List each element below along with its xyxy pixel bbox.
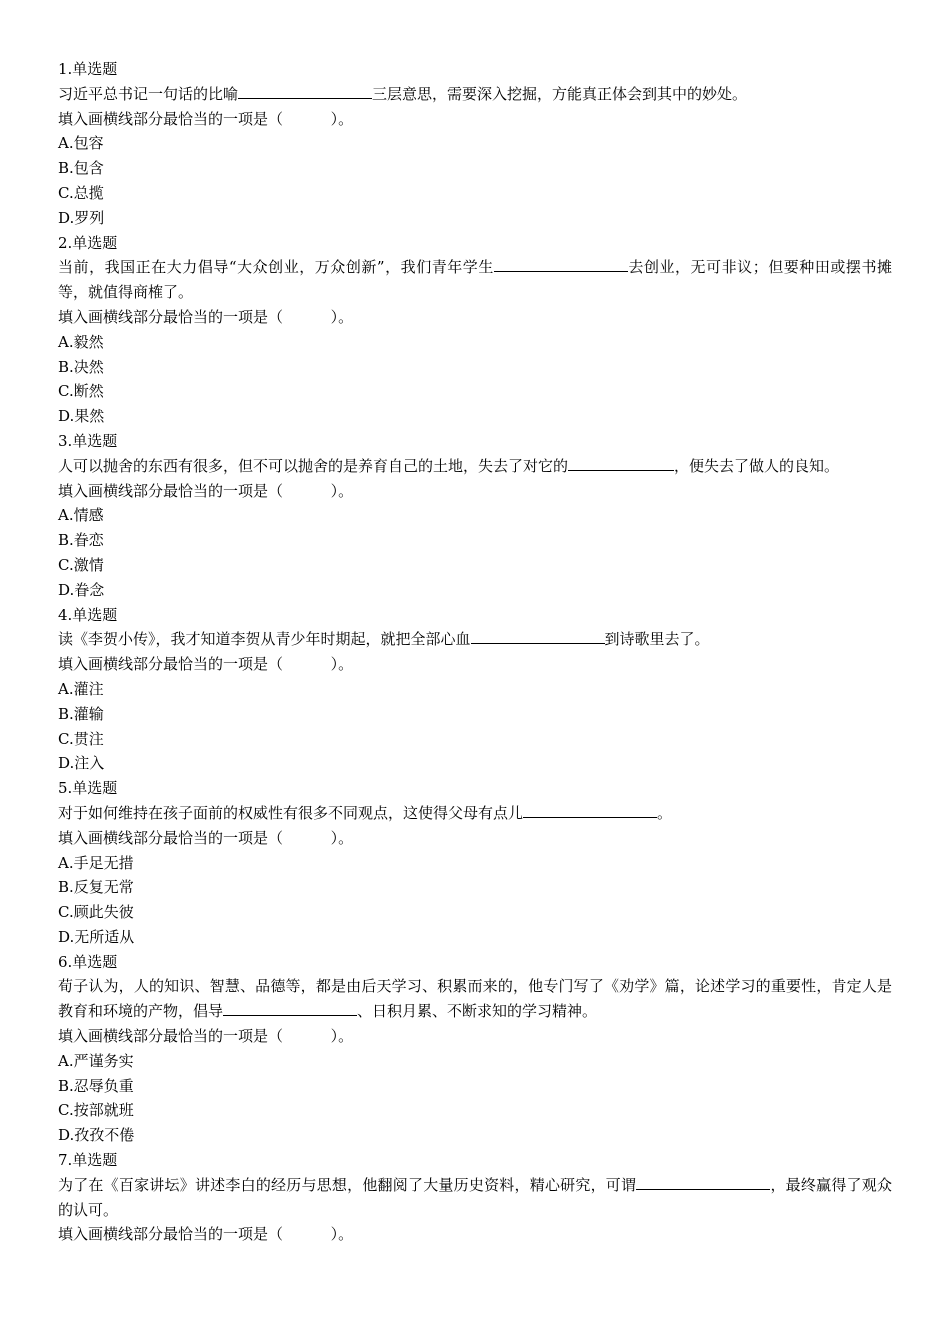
option-d: D.眷念 <box>58 580 105 599</box>
option-d: D.果然 <box>58 407 105 426</box>
question-stem <box>58 801 892 826</box>
option-c: C.顾此失彼 <box>58 903 134 922</box>
option-c: C.贯注 <box>58 729 104 748</box>
question-6 <box>58 950 892 1148</box>
question-header: 3.单选题 <box>58 431 118 450</box>
option-d: D.孜孜不倦 <box>58 1126 135 1145</box>
question-1 <box>58 57 892 231</box>
question-header: 6.单选题 <box>58 952 118 971</box>
option-a: A.情感 <box>58 506 104 525</box>
question-prompt: 填入画横线部分最恰当的一项是（ ）。 <box>58 1225 354 1244</box>
stem-text-before: 读《李贺小传》，我才知道李贺从青少年时期起，就把全部心血 <box>58 630 471 649</box>
question-prompt: 填入画横线部分最恰当的一项是（ ）。 <box>58 109 354 128</box>
option-b: B.忍辱负重 <box>58 1076 134 1095</box>
question-stem <box>58 255 892 305</box>
option-b: B.灌输 <box>58 704 104 723</box>
stem-text-before: 对于如何维持在孩子面前的权威性有很多不同观点，这使得父母有点儿 <box>58 803 524 822</box>
stem-text-before: 为了在《百家讲坛》讲述李白的经历与思想，他翻阅了大量历史资料，精心研究，可谓 <box>58 1175 637 1194</box>
answer-blank <box>523 802 657 818</box>
question-header: 1.单选题 <box>58 60 118 78</box>
answer-blank <box>636 1174 770 1190</box>
question-stem <box>58 82 892 107</box>
option-c: C.激情 <box>58 555 104 574</box>
stem-text-after: 去创业，无可非议；但要种田或摆书摊等，就值得商榷了。 <box>58 258 892 302</box>
stem-text-after: ，便失去了做人的良知。 <box>674 456 840 475</box>
stem-text-before: 当前，我国正在大力倡导“大众创业，万众创新”，我们青年学生 <box>58 258 494 277</box>
stem-text-before: 习近平总书记一句话的比喻 <box>58 84 239 103</box>
question-7 <box>58 1148 892 1247</box>
question-prompt: 填入画横线部分最恰当的一项是（ ）。 <box>58 828 354 847</box>
question-3 <box>58 429 892 603</box>
question-sheet <box>58 57 892 1247</box>
question-5 <box>58 776 892 950</box>
stem-text-after: 三层意思，需要深入挖掘，方能真正体会到其中的妙处。 <box>372 84 748 103</box>
question-header: 4.单选题 <box>58 605 118 624</box>
option-c: C.断然 <box>58 382 104 401</box>
stem-text-before: 人可以抛舍的东西有很多，但不可以抛舍的是养育自己的土地，失去了对它的 <box>58 456 569 475</box>
question-prompt: 填入画横线部分最恰当的一项是（ ）。 <box>58 481 354 500</box>
stem-text-after: 。 <box>657 803 673 822</box>
question-header: 7.单选题 <box>58 1151 118 1170</box>
question-4 <box>58 603 892 777</box>
option-a: A.毅然 <box>58 332 104 351</box>
stem-text-after: 到诗歌里去了。 <box>604 630 710 649</box>
option-b: B.包含 <box>58 159 104 178</box>
option-d: D.无所适从 <box>58 927 135 946</box>
option-b: B.决然 <box>58 357 104 376</box>
option-c: C.按部就班 <box>58 1101 134 1120</box>
stem-text-after: ，最终赢得了观众的认可。 <box>58 1175 892 1219</box>
option-a: A.手足无措 <box>58 853 134 872</box>
question-stem <box>58 1173 892 1223</box>
option-d: D.注入 <box>58 754 105 773</box>
question-stem <box>58 627 892 652</box>
answer-blank <box>238 83 372 99</box>
question-header: 5.单选题 <box>58 779 118 798</box>
stem-text-after: 、日积月累、不断求知的学习精神。 <box>357 1002 598 1021</box>
answer-blank <box>568 455 674 471</box>
option-b: B.眷恋 <box>58 531 104 550</box>
option-a: A.严谨务实 <box>58 1051 134 1070</box>
option-c: C.总揽 <box>58 183 104 202</box>
answer-blank <box>223 1000 357 1016</box>
answer-blank <box>471 628 605 644</box>
question-stem <box>58 454 892 479</box>
answer-blank <box>494 256 628 272</box>
option-d: D.罗列 <box>58 208 105 227</box>
question-header: 2.单选题 <box>58 233 118 252</box>
question-prompt: 填入画横线部分最恰当的一项是（ ）。 <box>58 1027 354 1046</box>
stem-text-before: 荀子认为，人的知识、智慧、品德等，都是由后天学习、积累而来的，他专门写了《劝学》篇，论述学习的重要性，肯定人是教育和环境的产物，倡导 <box>58 977 892 1021</box>
question-prompt: 填入画横线部分最恰当的一项是（ ）。 <box>58 307 354 326</box>
option-a: A.灌注 <box>58 679 104 698</box>
question-2 <box>58 231 892 429</box>
option-a: A.包容 <box>58 134 104 153</box>
question-stem <box>58 974 892 1024</box>
option-b: B.反复无常 <box>58 878 134 897</box>
question-prompt: 填入画横线部分最恰当的一项是（ ）。 <box>58 655 354 674</box>
